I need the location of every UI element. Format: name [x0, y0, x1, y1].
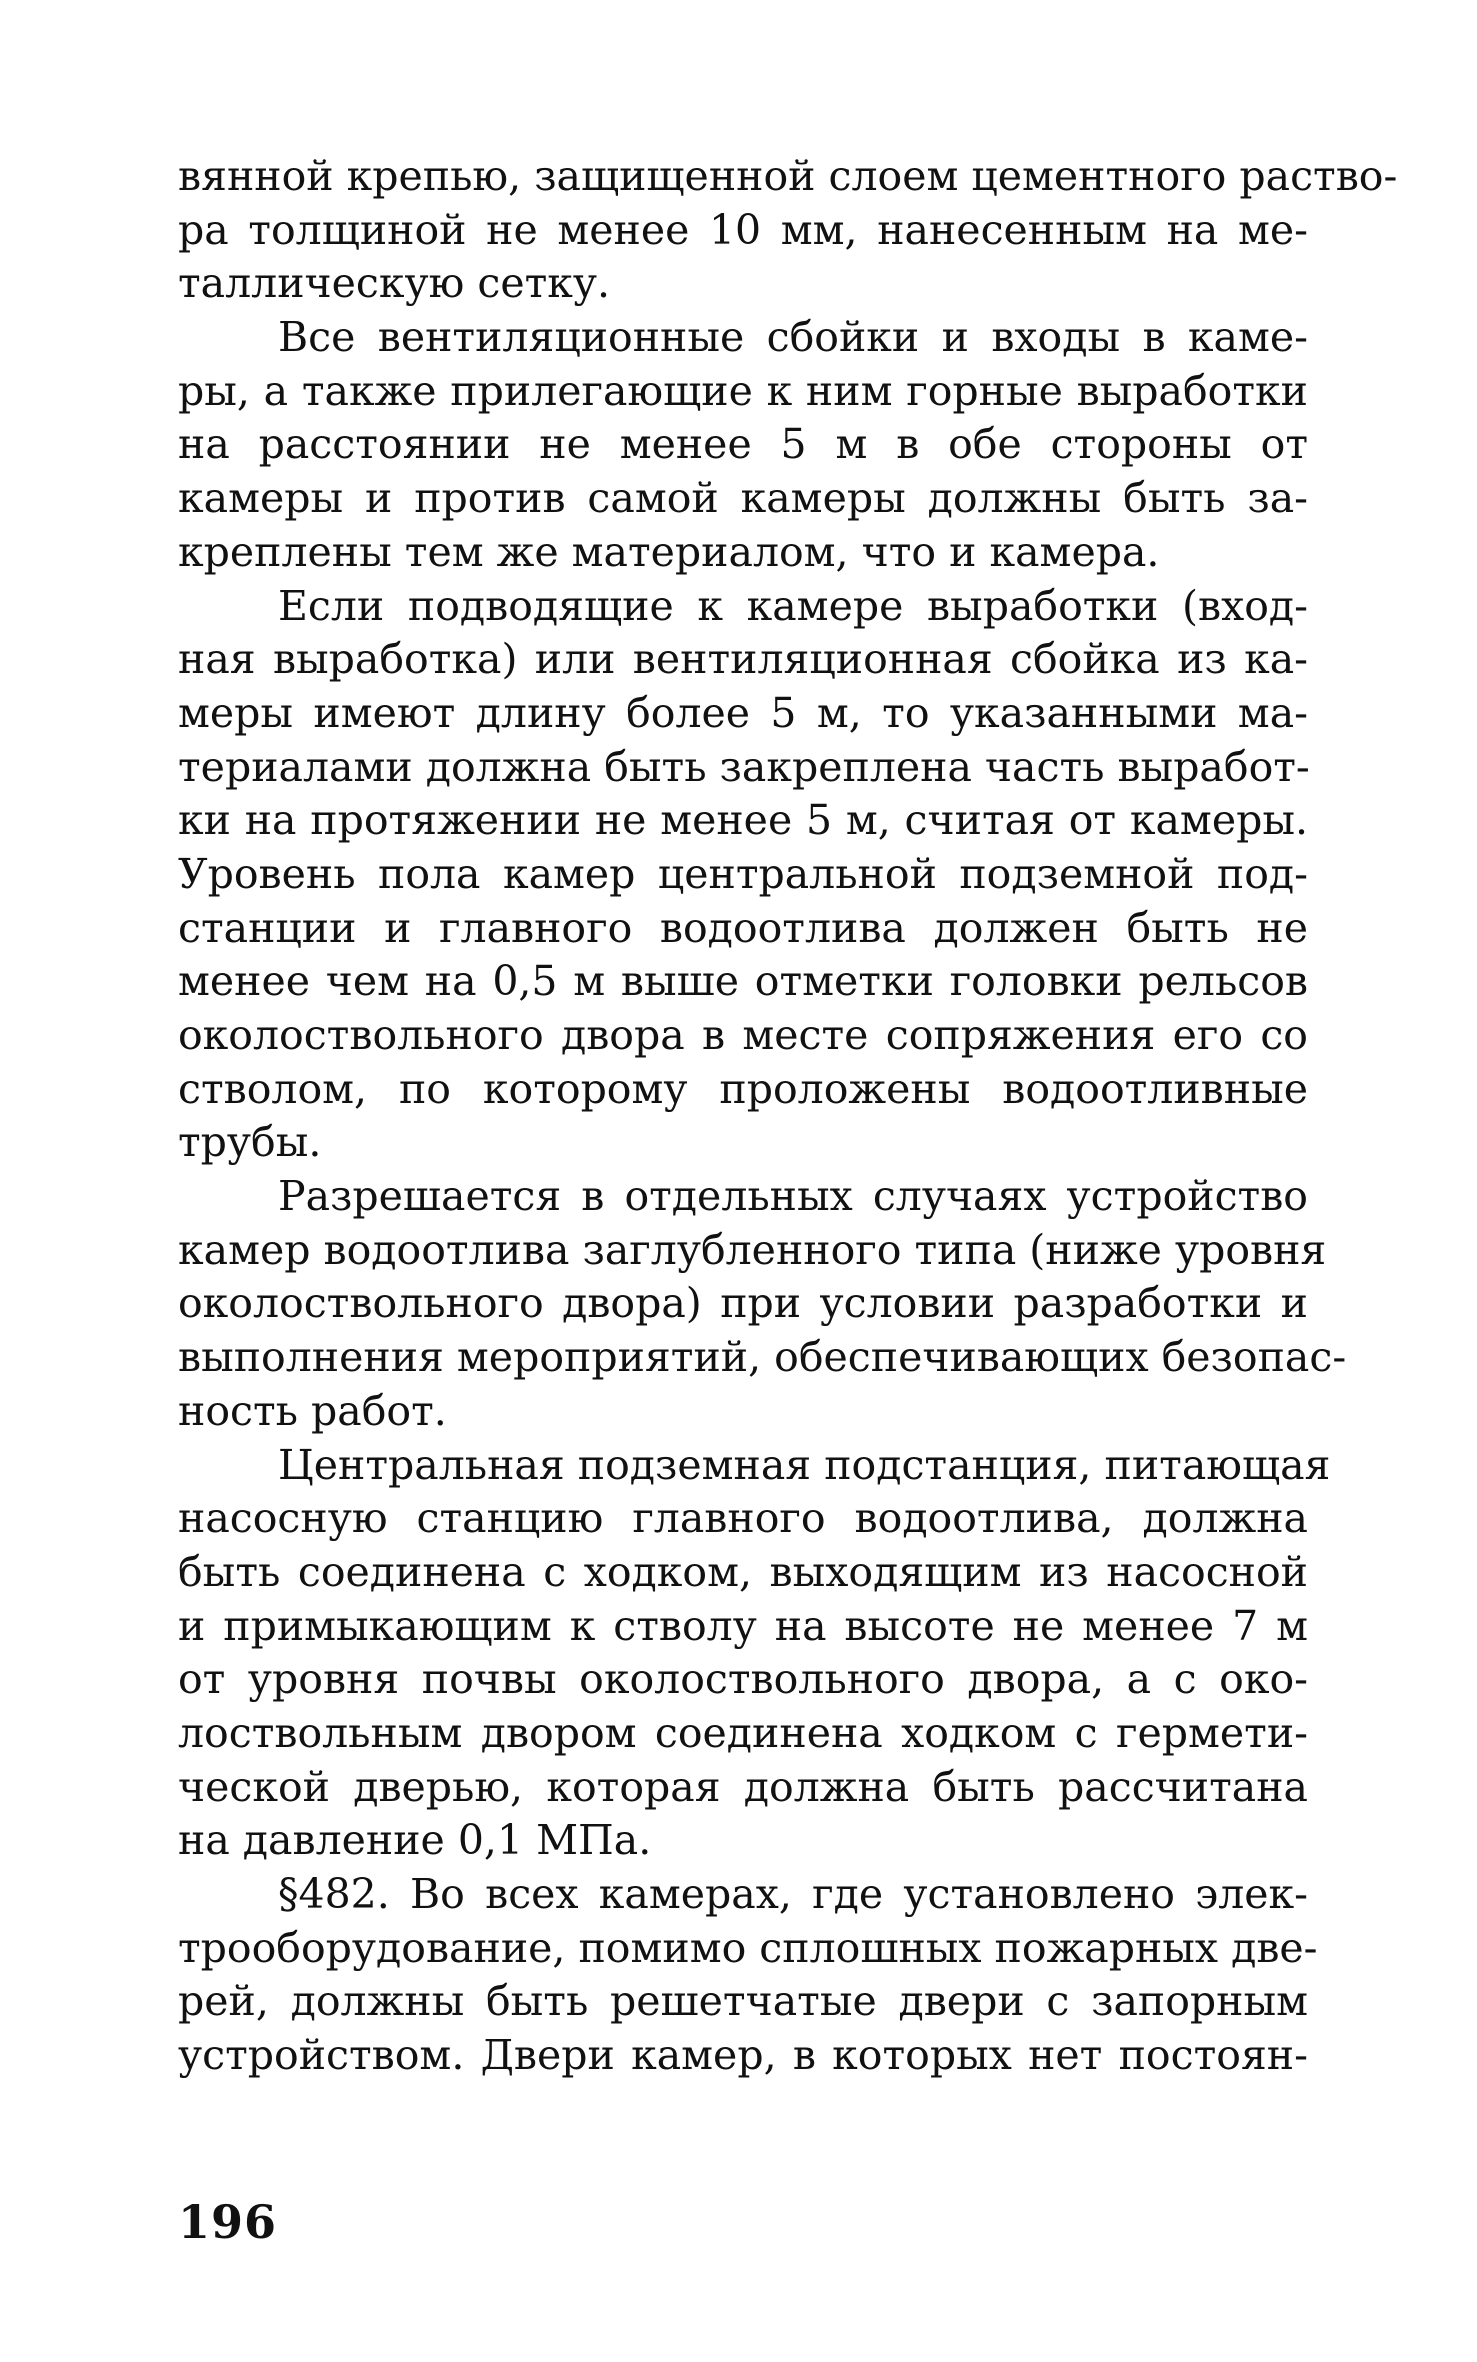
text-line: креплены тем же материалом, что и камера. — [178, 527, 1160, 576]
text-line: меры имеют длину более 5 м, то указанными ма- — [178, 688, 1308, 737]
text-line: ность работ. — [178, 1386, 447, 1435]
paragraph-start-line: Если подводящие к камере выработки (вход- — [278, 581, 1308, 630]
text-line: камер водоотлива заглубленного типа (ниже уровня — [178, 1225, 1327, 1274]
text-line: на расстоянии не менее 5 м в обе стороны от — [178, 420, 1308, 469]
text-line: ки на протяжении не менее 5 м, считая от камеры. — [178, 796, 1308, 845]
text-line: стволом, по которому проложены водоотливные — [178, 1064, 1308, 1113]
text-line: трубы. — [178, 1118, 322, 1167]
text-line: станции и главного водоотлива должен быть не — [178, 903, 1308, 952]
text-line: ческой дверью, которая должна быть рассчитана — [178, 1762, 1308, 1811]
text-line: и примыкающим к стволу на высоте не менее 7 м — [178, 1601, 1308, 1650]
text-line: быть соединена с ходком, выходящим из насосной — [178, 1547, 1308, 1596]
text-line: трооборудование, помимо сплошных пожарных две- — [178, 1923, 1318, 1972]
page-number: 196 — [178, 2195, 278, 2249]
text-line: насосную станцию главного водоотлива, должна — [178, 1494, 1308, 1543]
body-text — [178, 150, 1398, 2083]
text-line: ра толщиной не менее 10 мм, нанесенным на ме- — [178, 205, 1308, 254]
text-line: вянной крепью, защищенной слоем цементного раство- — [178, 152, 1398, 200]
paragraph-start-line: Центральная подземная подстанция, питающая — [278, 1440, 1331, 1489]
paragraph-start-line: Разрешается в отдельных случаях устройство — [278, 1172, 1308, 1221]
text-line: от уровня почвы околоствольного двора, а с око- — [178, 1655, 1308, 1704]
text-line: менее чем на 0,5 м выше отметки головки рельсов — [178, 957, 1308, 1006]
text-line: околоствольного двора в месте сопряжения его со — [178, 1011, 1308, 1059]
text-line: на давление 0,1 МПа. — [178, 1816, 652, 1865]
paragraph-start-line: §482. Во всех камерах, где установлено элек- — [278, 1870, 1308, 1918]
text-line: околоствольного двора) при условии разработки и — [178, 1279, 1308, 1328]
text-line: лоствольным двором соединена ходком с гермети- — [178, 1708, 1308, 1757]
text-line: ры, а также прилегающие к ним горные выработки — [178, 366, 1308, 415]
text-line: териалами должна быть закреплена часть выработ- — [178, 742, 1310, 791]
text-line: устройством. Двери камер, в которых нет постоян- — [178, 2031, 1308, 2080]
text-line: таллическую сетку. — [178, 259, 611, 308]
text-line: рей, должны быть решетчатые двери с запорным — [178, 1977, 1308, 2026]
text-line: камеры и против самой камеры должны быть за- — [178, 474, 1308, 523]
paragraph-start-line: Все вентиляционные сбойки и входы в каме- — [278, 313, 1308, 362]
text-line: выполнения мероприятий, обеспечивающих безопас- — [178, 1333, 1347, 1382]
text-line: ная выработка) или вентиляционная сбойка из ка- — [178, 635, 1308, 684]
text-line: Уровень пола камер центральной подземной под- — [178, 849, 1308, 898]
